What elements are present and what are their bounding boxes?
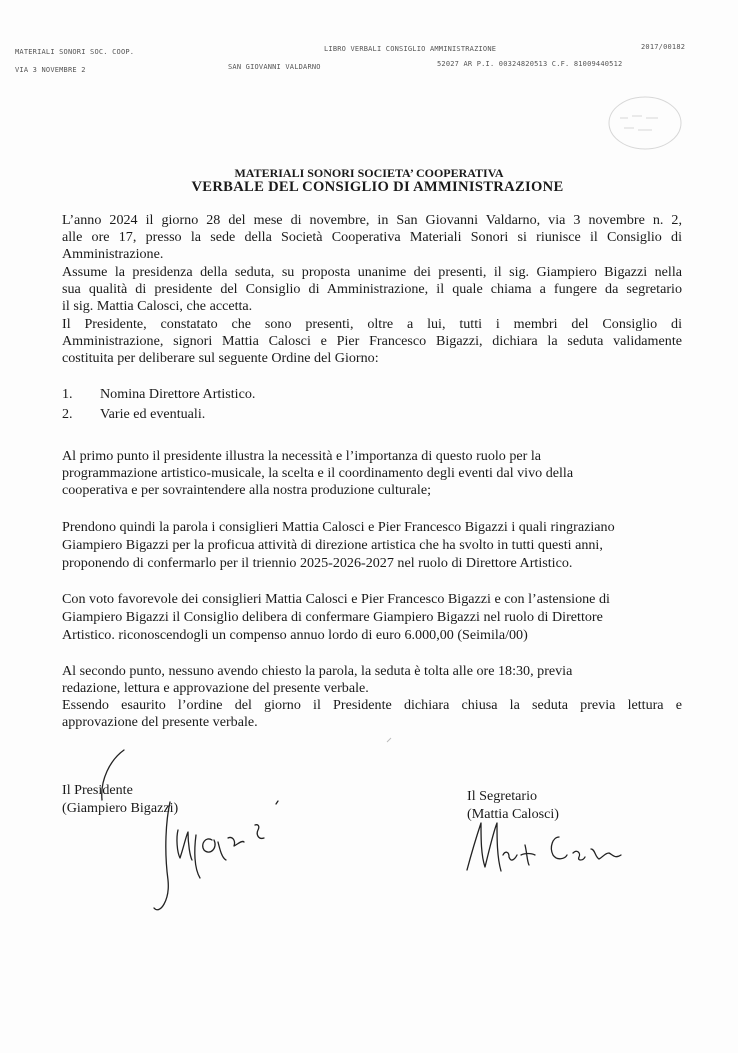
secretary-name: (Mattia Calosci)	[467, 806, 559, 822]
stray-mark	[384, 734, 396, 746]
paragraph-line: Giampiero Bigazzi il Consiglio delibera di confermare Giampiero Bigazzi nel ruolo di Direttore	[62, 609, 603, 625]
paragraph-line: alle ore 17, presso la sede della Società Cooperativa Materiali Sonori si riunisce il Consiglio di	[62, 229, 682, 245]
paragraph-line: Prendono quindi la parola i consiglieri Mattia Calosci e Pier Francesco Bigazzi i quali ringraziano	[62, 519, 615, 535]
agenda-number: 1.	[62, 386, 73, 402]
president-role: Il Presidente	[62, 782, 133, 798]
paragraph-line: Artistico. riconoscendogli un compenso annuo lordo di euro 6.000,00 (Seimila/00)	[62, 627, 528, 643]
paragraph-line: proponendo di confermarlo per il triennio 2025-2026-2027 nel ruolo di Direttore Artistico.	[62, 555, 573, 571]
president-name: (Giampiero Bigazzi)	[62, 800, 179, 816]
paragraph-line: approvazione del presente verbale.	[62, 714, 258, 730]
header-city: SAN GIOVANNI VALDARNO	[228, 63, 321, 71]
paragraph-line: sua qualità di presidente del Consiglio di Amministrazione, il quale chiama a fungere da segretario	[62, 281, 682, 297]
paragraph-line: Assume la presidenza della seduta, su proposta unanime dei presenti, il sig. Giampiero Bigazzi nella	[62, 264, 682, 280]
document-title-company: MATERIALI SONORI SOCIETA’ COOPERATIVA	[234, 166, 504, 180]
document-title-verbale: VERBALE DEL CONSIGLIO DI AMMINISTRAZIONE	[191, 179, 564, 195]
paragraph-line: il sig. Mattia Calosci, che accetta.	[62, 298, 253, 314]
paragraph-line: redazione, lettura e approvazione del presente verbale.	[62, 680, 369, 696]
paragraph-line: cooperativa e per sovraintendere alla nostra produzione culturale;	[62, 482, 432, 498]
header-page-number: 2017/00182	[641, 43, 686, 51]
agenda-number: 2.	[62, 406, 73, 422]
header-book-title: LIBRO VERBALI CONSIGLIO AMMINISTRAZIONE	[324, 45, 497, 53]
paragraph-line: Essendo esaurito l’ordine del giorno il Presidente dichiara chiusa la seduta previa lettura e	[62, 697, 682, 713]
paragraph-line: Amministrazione.	[62, 246, 164, 262]
header-tax-codes: 52027 AR P.I. 00324820513 C.F. 81009440512	[437, 60, 623, 68]
secretary-role: Il Segretario	[467, 788, 538, 804]
paragraph-line: Giampiero Bigazzi per la proficua attività di direzione artistica che ha svolto in tutti questi anni,	[62, 537, 603, 553]
paragraph-line: Il Presidente, constatato che sono presenti, oltre a lui, tutti i membri del Consiglio di	[62, 316, 682, 332]
paragraph-line: L’anno 2024 il giorno 28 del mese di novembre, in San Giovanni Valdarno, via 3 novembre n. 2,	[62, 212, 682, 228]
paragraph-line: Con voto favorevole dei consiglieri Mattia Calosci e Pier Francesco Bigazzi e con l’astensione di	[62, 591, 610, 607]
secretary-signature	[455, 815, 645, 885]
paragraph-line: Al secondo punto, nessuno avendo chiesto la parola, la seduta è tolta alle ore 18:30, previa	[62, 663, 573, 679]
paragraph-line: Amministrazione, signori Mattia Calosci e Pier Francesco Bigazzi, dichiara la seduta validamente	[62, 333, 682, 349]
header-address: VIA 3 NOVEMBRE 2	[15, 66, 86, 74]
president-signature	[80, 740, 290, 930]
paragraph-line: programmazione artistico-musicale, la scelta e il coordinamento degli eventi dal vivo della	[62, 465, 574, 481]
faint-stamp	[600, 88, 690, 158]
paragraph-line: Al primo punto il presidente illustra la necessità e l’importanza di questo ruolo per la	[62, 448, 542, 464]
header-company: MATERIALI SONORI SOC. COOP.	[15, 48, 135, 56]
paragraph-line: costituita per deliberare sul seguente Ordine del Giorno:	[62, 350, 379, 366]
agenda-item: Nomina Direttore Artistico.	[100, 386, 256, 402]
agenda-item: Varie ed eventuali.	[100, 406, 206, 422]
